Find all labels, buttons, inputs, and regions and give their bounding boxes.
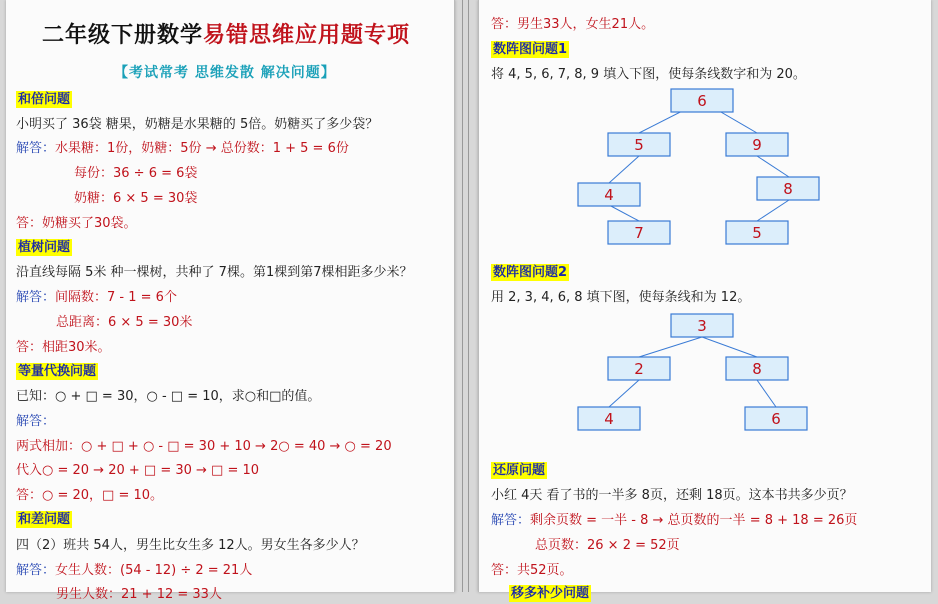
answer-line-hebei-3: 奶糖：6 × 5 = 30袋	[74, 191, 198, 206]
section-heading-dengliang: 等量代换问题	[18, 364, 97, 379]
question-huanyuan: 小红 4天 看了书的一半多 8页，还剩 18页。这本书共多少页？	[491, 488, 853, 503]
node-value: 9	[752, 136, 762, 154]
diagram-node	[745, 407, 807, 430]
question-shuzhentu-1: 将 4, 5, 6, 7, 8, 9 填入下图，使每条线数字和为 20。	[491, 67, 806, 82]
diagram-node	[726, 357, 788, 380]
diagram-node	[726, 133, 788, 156]
answer-label: 解答：	[16, 563, 56, 578]
result-hecha: 答：男生33人，女生21人。	[491, 17, 655, 32]
question-zhishu: 沿直线每隔 5米 种一棵树，共种了 7棵。第1棵到第7棵相距多少米？	[16, 265, 413, 280]
section-heading-hecha: 和差问题	[18, 512, 71, 527]
node-value: 3	[697, 317, 707, 335]
answer-line-dengliang-2: 代入○ = 20 → 20 + □ = 30 → □ = 10	[16, 463, 260, 478]
answer-line-hebei-1	[16, 140, 349, 158]
node-value: 5	[752, 224, 762, 242]
answer-label: 解答：	[16, 141, 56, 156]
section-heading-hebei: 和倍问题	[18, 92, 71, 107]
answer-text: 剩余页数 = 一半 - 8 → 总页数的一半 = 8 + 18 = 26页	[530, 513, 858, 528]
diagram-node	[726, 221, 788, 244]
node-value: 6	[771, 410, 781, 428]
page-divider	[468, 0, 469, 592]
result-huanyuan: 答：共52页。	[491, 563, 573, 578]
node-value: 5	[634, 136, 644, 154]
diagram-node	[757, 177, 819, 200]
node-value: 4	[604, 186, 614, 204]
diagram-node	[608, 221, 670, 244]
answer-line-hebei-2: 每份：36 ÷ 6 = 6袋	[74, 166, 198, 181]
right-page	[478, 0, 931, 601]
diagram-node	[578, 407, 640, 430]
diagram-node	[671, 89, 733, 112]
result-dengliang: 答：○ = 20，□ = 10。	[16, 488, 164, 503]
diagram-edge	[757, 156, 789, 177]
node-value: 2	[634, 360, 644, 378]
node-value: 4	[604, 410, 614, 428]
diagram-edge	[609, 380, 639, 407]
node-value: 7	[634, 224, 644, 242]
document-subtitle: 【考试常考 思维发散 解决问题】	[114, 65, 336, 81]
answer-label: 解答：	[491, 513, 531, 528]
question-shuzhentu-2: 用 2, 3, 4, 6, 8 填下图，使每条线和为 12。	[491, 290, 751, 305]
result-zhishu: 答：相距30米。	[16, 340, 111, 355]
answer-text: 水果糖：1份，奶糖：5份 → 总份数：1 + 5 = 6份	[55, 141, 349, 156]
diagram-node	[578, 183, 640, 206]
question-dengliang: 已知：○ + □ = 30，○ - □ = 10，求○和□的值。	[16, 389, 321, 404]
document-title	[42, 18, 410, 49]
diagram-edge	[757, 200, 789, 221]
title-red-part: 易错思维应用题专项	[203, 23, 411, 48]
number-array-diagram-2	[479, 309, 931, 434]
answer-label: 解答：	[16, 290, 56, 305]
section-heading-huanyuan: 还原问题	[493, 463, 546, 478]
answer-line-zhishu-1	[16, 289, 177, 307]
node-value: 6	[697, 92, 707, 110]
diagram-edge	[702, 337, 757, 357]
diagram-node	[608, 357, 670, 380]
diagram-node	[671, 314, 733, 337]
diagram-edge	[639, 337, 702, 357]
node-value: 8	[752, 360, 762, 378]
title-black-part: 二年级下册数学	[42, 23, 204, 48]
question-hebei: 小明买了 36袋 糖果，奶糖是水果糖的 5倍。奶糖买了多少袋？	[16, 117, 379, 132]
answer-text: 女生人数：(54 - 12) ÷ 2 = 21人	[55, 563, 253, 578]
answer-text: 间隔数：7 - 1 = 6个	[55, 290, 177, 305]
diagram-edge	[757, 380, 776, 407]
section-heading-shuzhentu-2: 数阵图问题2	[493, 265, 568, 280]
answer-line-huanyuan-2: 总页数：26 × 2 = 52页	[535, 538, 680, 553]
diagram-edge	[609, 205, 639, 221]
answer-line-zhishu-2: 总距离：6 × 5 = 30米	[56, 315, 193, 330]
answer-line-hecha-1	[16, 562, 252, 580]
section-heading-yiduobushao: 移多补少问题	[511, 586, 590, 601]
answer-line-dengliang-1: 两式相加：○ + □ + ○ - □ = 30 + 10 → 2○ = 40 → ○ = 20	[16, 439, 392, 454]
number-array-diagram-1	[479, 84, 931, 249]
question-hecha: 四（2）班共 54人，男生比女生多 12人。男女生各多少人？	[16, 538, 365, 553]
page-divider	[462, 0, 463, 592]
left-page	[6, 0, 455, 602]
section-heading-zhishu: 植树问题	[18, 240, 71, 255]
diagram-node	[608, 133, 670, 156]
result-hebei: 答：奶糖买了30袋。	[16, 216, 137, 231]
answer-line-huanyuan-1	[491, 512, 857, 530]
answer-label-dengliang: 解答：	[16, 414, 56, 429]
diagram-edge	[609, 156, 639, 183]
section-heading-shuzhentu-1: 数阵图问题1	[493, 42, 568, 57]
answer-line-hecha-2: 男生人数：21 + 12 = 33人	[56, 587, 222, 602]
node-value: 8	[783, 180, 793, 198]
